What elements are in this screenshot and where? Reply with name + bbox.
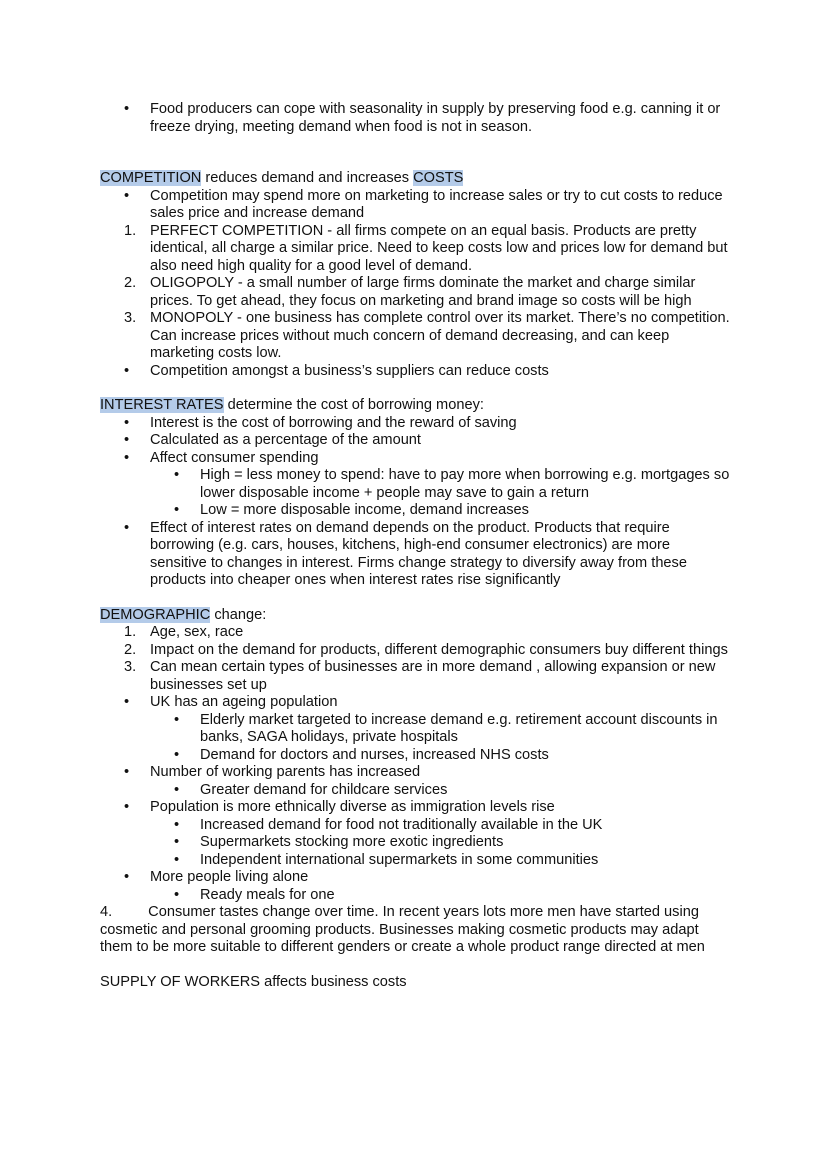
bullet-text: Food producers can cope with seasonality in supply by preserving food e.g. canning it or freeze drying, meeting demand when food is not in season. xyxy=(150,101,721,135)
numbered-item: 1. Age, sex, race xyxy=(124,624,244,640)
list-item: • Interest is the cost of borrowing and the reward of saving xyxy=(124,414,517,431)
sub-list-item: • Low = more disposable income, demand increases xyxy=(174,502,529,518)
numbered-item: 1. PERFECT COMPETITION - all firms compete on an equal basis. Products are pretty identical, all charge a similar price. Need to keep costs low and prices low for demand but also need high quality for a good level of demand. xyxy=(124,222,728,274)
supply-heading: SUPPLY OF WORKERS affects business costs xyxy=(100,973,407,990)
list-item: • Effect of interest rates on demand depends on the product. Products that require borrowing (e.g. cars, houses, kitchens, high-end consumer electronics) are more sensitive to changes in interest. Firms change strategy to diversify away from these products into cheaper ones when interest rates rise significantly xyxy=(124,519,687,588)
list-item: • Population is more ethnically diverse as immigration levels rise xyxy=(124,799,555,815)
demographic-heading: DEMOGRAPHIC change: xyxy=(100,606,267,623)
highlight-costs: COSTS xyxy=(413,170,464,186)
list-item: • Number of working parents has increased xyxy=(124,764,421,780)
sub-list-item: • Increased demand for food not traditionally available in the UK xyxy=(174,816,603,833)
numbered-item: 3. Can mean certain types of businesses are in more demand , allowing expansion or new businesses set up xyxy=(124,659,716,693)
list-item: • Affect consumer spending xyxy=(124,449,319,466)
competition-heading: COMPETITION reduces demand and increases COSTS xyxy=(100,170,464,186)
document-page xyxy=(100,101,730,991)
list-item xyxy=(100,101,730,136)
numbered-item: 2. Impact on the demand for products, different demographic consumers buy different things xyxy=(124,641,728,658)
paragraph-4: 4. Consumer tastes change over time. In recent years lots more men have started using cosmetic and personal grooming products. Businesses making cosmetic products may adapt them to be more suitable to different genders or create a whole product range directed at men xyxy=(100,904,705,955)
list-item: • UK has an ageing population xyxy=(124,694,338,710)
sub-list-item: • Independent international supermarkets in some communities xyxy=(174,851,599,868)
sub-list-item: • Ready meals for one xyxy=(174,886,335,903)
interest-heading: INTEREST RATES determine the cost of borrowing money: xyxy=(100,397,484,413)
list-item: • More people living alone xyxy=(124,869,309,885)
sub-list-item: • High = less money to spend: have to pay more when borrowing e.g. mortgages so lower disposable income + people may save to gain a return xyxy=(174,467,730,501)
highlight-competition: COMPETITION xyxy=(100,170,202,186)
list-item: • Competition may spend more on marketing to increase sales or try to cut costs to reduce sales price and increase demand xyxy=(124,187,723,221)
sub-list-item: • Elderly market targeted to increase demand e.g. retirement account discounts in banks, SAGA holidays, private hospitals xyxy=(174,711,718,745)
numbered-item: 3. MONOPOLY - one business has complete control over its market. There’s no competition. Can increase prices without much concern of demand decreasing, and can keep marketing costs low. xyxy=(124,310,730,361)
list-item: • Competition amongst a business’s suppliers can reduce costs xyxy=(124,362,549,379)
sub-list-item: • Supermarkets stocking more exotic ingredients xyxy=(174,834,504,850)
highlight-demographic: DEMOGRAPHIC xyxy=(100,606,211,623)
sub-list-item: • Greater demand for childcare services xyxy=(174,781,448,798)
highlight-interest-rates: INTEREST RATES xyxy=(100,397,224,413)
numbered-item: 2. OLIGOPOLY - a small number of large firms dominate the market and charge similar prices. To get ahead, they focus on marketing and brand image so costs will be high xyxy=(124,275,696,309)
sub-list-item: • Demand for doctors and nurses, increased NHS costs xyxy=(174,746,549,763)
list-item: • Calculated as a percentage of the amount xyxy=(124,432,421,448)
bullet-marker: • xyxy=(124,101,130,117)
